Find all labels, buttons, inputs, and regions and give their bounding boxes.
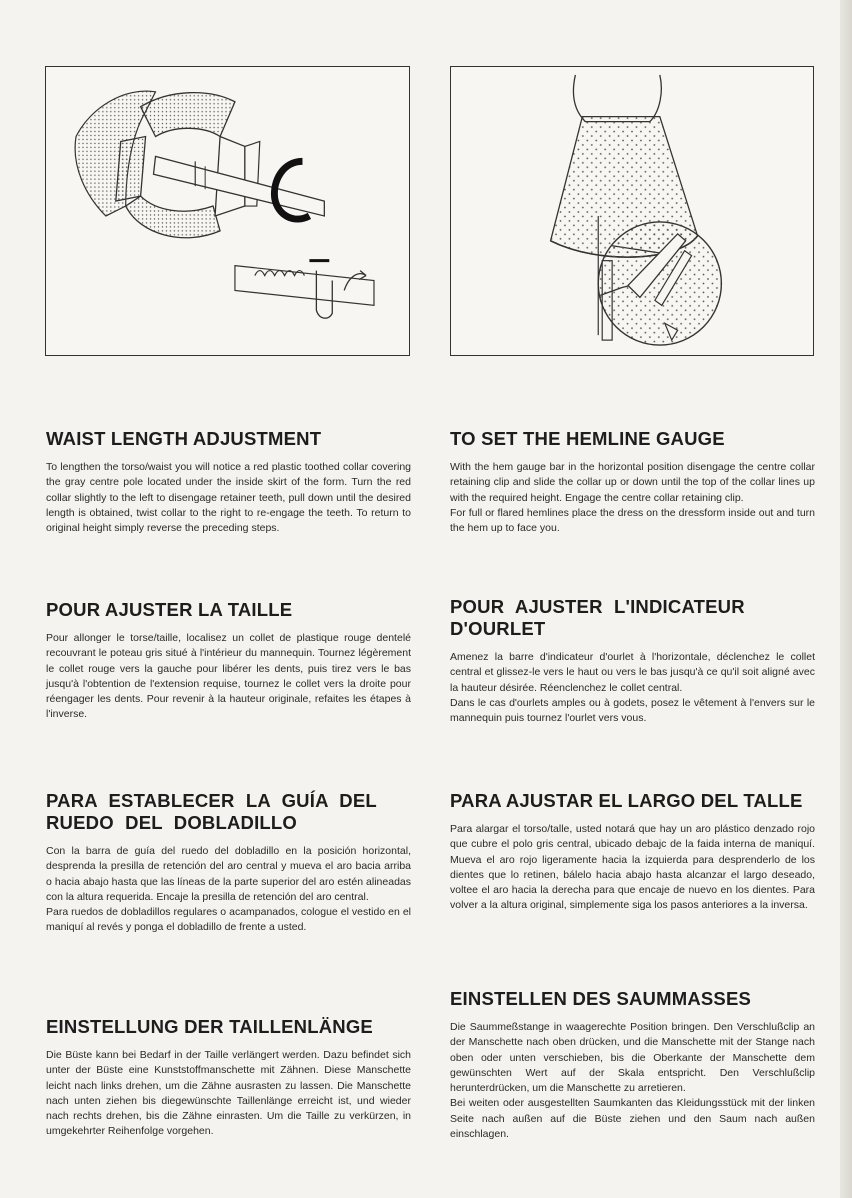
heading-de-hem: EINSTELLEN DES SAUMMASSES [450,988,752,1009]
hem-gauge-diagram-icon [451,67,813,355]
body-es-hem: Con la barra de guía del ruedo del dobladillo en la posición horizontal, desprenda la presilla de retención del aro central y mueva el aro bacia arriba o hacia abajo hasta que las líneas de la parte superior del aro estén alineadas con la altura requerida. Encaje la presilla de retención del aro central. [46,845,411,903]
heading-es-waist: PARA AJUSTAR EL LARGO DEL TALLE [450,790,803,811]
body-fr-hem: Amenez la barre d'indicateur d'ourlet à l'horizontale, déclenchez le collet central et glissez-le vers le haut ou vers le bas jusqu'à ce qu'il soit aligné avec la hauteur désirée. Réenclenchez le collet central. [450,651,815,694]
page-edge [840,0,852,1198]
body-de-hem-2: Bei weiten oder ausgestellten Saumkanten das Kleidungsstück mit der linken Seite nach außen auf die Büste ziehen und den Saum nach außen einschlagen. [450,1097,815,1141]
section-fr-waist [46,599,411,723]
body-es-hem-2: Para ruedos de dobladillos regulares o acampanados, cologue el vestido en el maniquí al revés y ponga el dobladillo de frente a usted. [46,906,411,934]
body-en-hem-2: For full or flared hemlines place the dress on the dressform inside out and turn the hem up to face you. [450,506,815,535]
heading-es-hem: PARA ESTABLECER LA GUÍA DEL RUEDO DEL DOBLADILLO [46,790,377,833]
body-fr-hem-2: Dans le cas d'ourlets amples ou à godets, posez le vêtement à l'envers sur le mannequin puis tournez l'ourlet vers vous. [450,696,815,725]
body-de-waist: Die Büste kann bei Bedarf in der Taille verlängert werden. Dazu befindet sich unter der Büste eine Kunststoffmanschette mit Zähnen. Diese Manschette leicht nach links drehen, um die Zähne ausrasten zu lassen. Die Manschette nach unten ziehen bis diegewünschte Taillenlänge erreicht ist, und wieder nach rechts drehen, bis die Zähne einrasten. Um die Taille zu verkürzen, in umgekehrter Reihenfolge vorgehen. [46,1049,411,1138]
heading-en-waist: WAIST LENGTH ADJUSTMENT [46,428,322,449]
heading-fr-waist: POUR AJUSTER LA TAILLE [46,599,293,620]
section-es-hem [46,790,411,936]
waist-adjustment-figure [45,66,410,356]
body-de-hem: Die Saummeßstange in waagerechte Position bringen. Den Verschlußclip an der Manschette nach oben drücken, und die Manschette mit der Stange nach oben oder unten verschieben, bis die Oberkante der Manschette dem gewünschten Wert auf der Skala entspricht. Den Verschlußclip herunterdrücken, um die Manschette zu arretieren. [450,1021,815,1095]
section-de-hem [450,988,815,1142]
body-es-waist: Para alargar el torso/talle, usted notará que hay un aro plástico denzado rojo que cubre el polo gris central, ubicado debajc de la faida interna de maniquí. Mueva el aro rojo ligeramente hacia la izquierda para desprenderlo de los dientes que lo retinen, bálelo hacia abajo hasta alcanzar el largo deseado, voltee el aro hacia la derecha para que encaje de nuevo en los dientes. Para volver a la altura original, simplemente siga los pasos anteriores a la inversa. [450,823,815,912]
body-fr-waist: Pour allonger le torse/taille, localisez un collet de plastique rouge dentelé recouvrant le poteau gris situé à l'intérieur du mannequin. Tournez légèrement le collet rouge vers la gauche pour libérer les dents, puis tirez vers le bas jusqu'à l'obtention de l'extension requise, tournez le collet vers la droite pour réengager les dents. Pour revenir à la hauteur originale, refaites les étapes à l'inverse. [46,632,411,721]
body-en-waist: To lengthen the torso/waist you will notice a red plastic toothed collar covering the gray centre pole located under the inside skirt of the form. Turn the red collar slightly to the left to disengage retainer teeth, pull down until the desired length is obtained, twist collar to the right to re-engage the teeth. To return to original height simply reverse the preceding steps. [46,461,411,535]
section-es-waist [450,790,815,914]
heading-de-waist: EINSTELLUNG DER TAILLENLÄNGE [46,1016,373,1037]
waist-collar-diagram-icon [46,67,409,355]
section-en-hem [450,428,815,536]
section-fr-hem [450,596,815,726]
heading-fr-hem: POUR AJUSTER L'INDICATEUR D'OURLET [450,596,745,639]
body-en-hem: With the hem gauge bar in the horizontal position disengage the centre collar retaining clip and slide the collar up or down until the top of the collar lines up with the required height. Engage the centre collar retaining clip. [450,461,815,504]
section-de-waist [46,1016,411,1140]
hem-gauge-figure [450,66,814,356]
section-en-waist [46,428,411,536]
heading-en-hem: TO SET THE HEMLINE GAUGE [450,428,725,449]
